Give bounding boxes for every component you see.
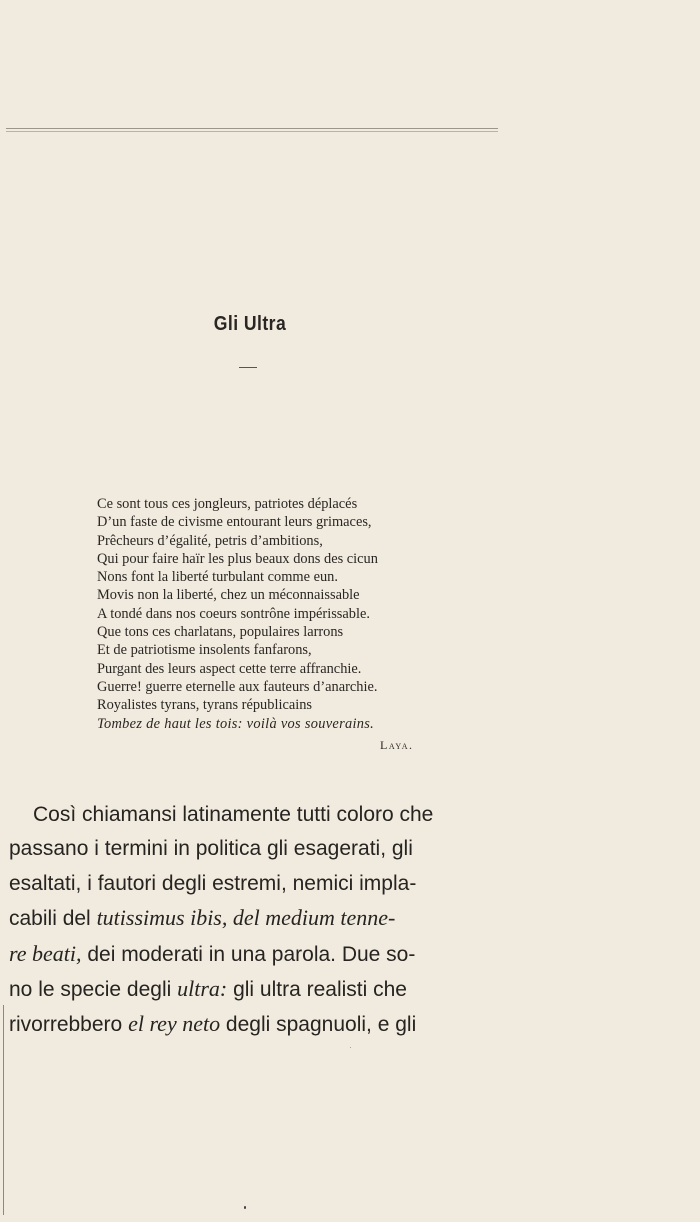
poem-closing-line: Tombez de haut les tois: voilà vos souverains.	[97, 715, 375, 732]
poem-line: Et de patriotisme insolents fanfarons,	[97, 642, 312, 659]
latin-quote: tutissimus ibis, del medium tenne-	[96, 905, 396, 931]
poem-line: Nons font la liberté turbulant comme eun.	[97, 569, 338, 586]
poem-author: Laya.	[380, 738, 414, 752]
prose-text: degli spagnuoli, e gli	[220, 1013, 417, 1037]
page-margin-shadow	[3, 1005, 4, 1215]
poem-line: Royalistes tyrans, tyrans républicains	[97, 697, 313, 714]
prose-text: gli ultra realisti che	[227, 978, 407, 1002]
prose-text: Così chiamansi latinamente tutti coloro che	[33, 803, 434, 826]
title-dash	[239, 367, 257, 368]
poem-line: Qui pour faire haïr les plus beaux dons des cicun	[97, 550, 378, 567]
epigraph-poem	[97, 495, 517, 733]
prose-text: dei moderati in una parola. Due so-	[81, 942, 416, 966]
prose-line	[9, 832, 504, 866]
prose-text: no le specie degli	[9, 978, 178, 1002]
prose-text: passano i termini in politica gli esagerati, gli	[9, 837, 413, 861]
prose-text: rivorrebbero	[9, 1013, 129, 1037]
prose-line	[9, 937, 504, 972]
poem-line: Prêcheurs d’égalité, petris d’ambitions,	[97, 532, 323, 549]
prose-line	[9, 901, 504, 936]
ink-speck	[350, 1047, 351, 1048]
header-rule-secondary	[6, 131, 498, 132]
poem-line: D’un faste de civisme entourant leurs grimaces,	[97, 514, 372, 531]
ultra-term: ultra:	[177, 976, 228, 1002]
chapter-title: Gli Ultra	[213, 313, 287, 335]
latin-quote-end: re beati,	[9, 940, 82, 966]
header-rule	[6, 128, 498, 129]
poem-line: Purgant des leurs aspect cette terre affranchie.	[97, 660, 362, 677]
prose-line	[9, 972, 504, 1007]
spanish-term: el rey neto	[128, 1011, 221, 1037]
ink-speck	[244, 1206, 246, 1209]
body-text	[9, 798, 504, 1043]
prose-line	[9, 1007, 504, 1042]
poem-line: Movis non la liberté, chez un méconnaissable	[97, 587, 360, 604]
prose-text: esaltati, i fautori degli estremi, nemici impla-	[9, 871, 417, 895]
prose-text: cabili del	[9, 907, 97, 931]
poem-line: A tondé dans nos coeurs sontrône impérissable.	[97, 605, 370, 622]
poem-line: Guerre! guerre eternelle aux fauteurs d’anarchie.	[97, 678, 378, 695]
poem-line: Que tons ces charlatans, populaires larrons	[97, 624, 344, 641]
prose-line	[9, 867, 504, 901]
prose-line	[9, 798, 504, 832]
poem-line: Ce sont tous ces jongleurs, patriotes déplacés	[97, 496, 358, 512]
